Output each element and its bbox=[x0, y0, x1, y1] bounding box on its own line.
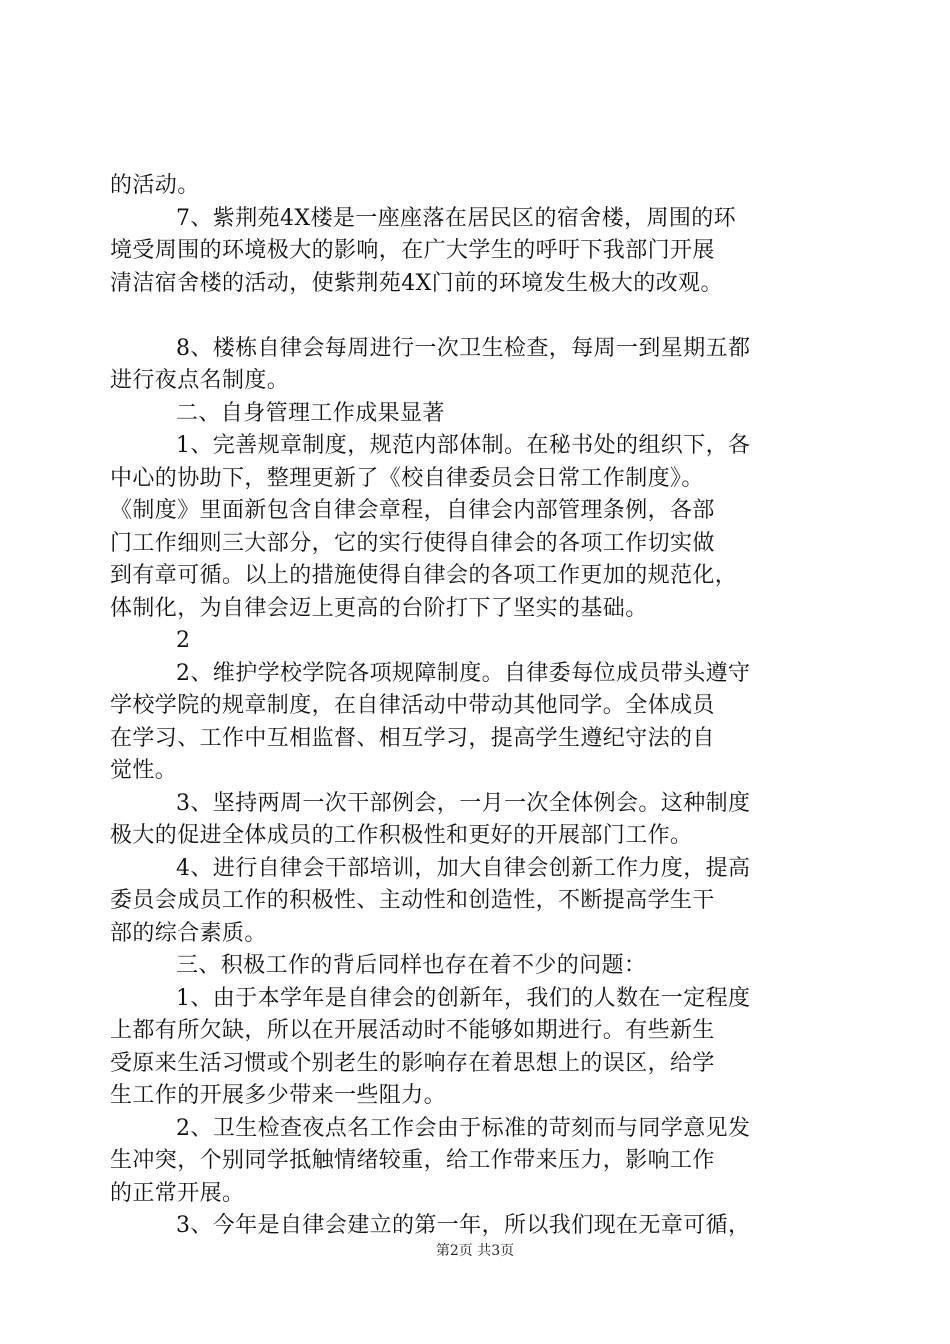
text-line: 学校学院的规章制度，在自律活动中带动其他同学。全体成员 bbox=[110, 693, 715, 718]
text-line: 3、坚持两周一次干部例会，一月一次全体例会。这种制度 bbox=[176, 790, 751, 816]
text-line: 部的综合素质。 bbox=[110, 920, 267, 946]
section-heading: 三、积极工作的背后同样也存在着不少的问题： bbox=[176, 953, 647, 978]
text-line: 极大的促进全体成员的工作积极性和更好的开展部门工作。 bbox=[110, 823, 693, 848]
text-line: 3、今年是自律会建立的第一年，所以我们现在无章可循， bbox=[176, 1213, 751, 1238]
document-body bbox=[110, 170, 840, 1243]
text-line: 生冲突，个别同学抵触情绪较重，给工作带来压力，影响工作 bbox=[110, 1148, 715, 1173]
text-line: 《制度》里面新包含自律会章程，自律会内部管理条例，各部 bbox=[110, 498, 715, 523]
text-line: 2、维护学校学院各项规障制度。自律委每位成员带头遵守 bbox=[176, 660, 751, 686]
page-footer bbox=[0, 1240, 950, 1260]
text-line: 清洁宿舍楼的活动，使紫荆苑4X门前的环境发生极大的改观。 bbox=[110, 270, 723, 296]
text-line: 上都有所欠缺，所以在开展活动时不能够如期进行。有些新生 bbox=[110, 1018, 715, 1043]
text-line: 7、紫荆苑4X楼是一座座落在居民区的宿舍楼，周围的环 bbox=[176, 205, 737, 231]
text-line: 进行夜点名制度。 bbox=[110, 368, 290, 393]
inline-number: 2 bbox=[176, 628, 191, 653]
blank-line bbox=[110, 300, 840, 333]
page-number-label: 第2页 共3页 bbox=[435, 1243, 515, 1259]
text-line: 1、由于本学年是自律会的创新年，我们的人数在一定程度 bbox=[176, 985, 751, 1011]
text-line: 体制化，为自律会迈上更高的台阶打下了坚实的基础。 bbox=[110, 595, 648, 621]
text-line: 8、楼栋自律会每周进行一次卫生检查，每周一到星期五都 bbox=[176, 335, 751, 361]
section-heading: 二、自身管理工作成果显著 bbox=[176, 400, 445, 426]
text-line: 到有章可循。以上的措施使得自律会的各项工作更加的规范化， bbox=[110, 563, 738, 588]
text-line: 1、完善规章制度，规范内部体制。在秘书处的组织下，各 bbox=[176, 433, 751, 458]
text-line: 生工作的开展多少带来一些阻力。 bbox=[110, 1083, 447, 1108]
text-line: 的正常开展。 bbox=[110, 1180, 245, 1206]
text-line: 在学习、工作中互相监督、相互学习，提高学生遵纪守法的自 bbox=[110, 725, 715, 751]
text-line: 觉性。 bbox=[110, 758, 178, 783]
text-line: 门工作细则三大部分，它的实行使得自律会的各项工作切实做 bbox=[110, 530, 715, 556]
text-line: 委员会成员工作的积极性、主动性和创造性，不断提高学生干 bbox=[110, 888, 715, 913]
text-line: 受原来生活习惯或个别老生的影响存在着思想上的误区，给学 bbox=[110, 1050, 715, 1076]
text-line: 4、进行自律会干部培训，加大自律会创新工作力度，提高 bbox=[176, 855, 751, 881]
text-line: 中心的协助下，整理更新了《校自律委员会日常工作制度》。 bbox=[110, 465, 704, 491]
text-line: 的活动。 bbox=[110, 173, 200, 198]
text-line: 境受周围的环境极大的影响，在广大学生的呼吁下我部门开展 bbox=[110, 238, 715, 263]
text-line: 2、卫生检查夜点名工作会由于标准的苛刻而与同学意见发 bbox=[176, 1115, 751, 1141]
